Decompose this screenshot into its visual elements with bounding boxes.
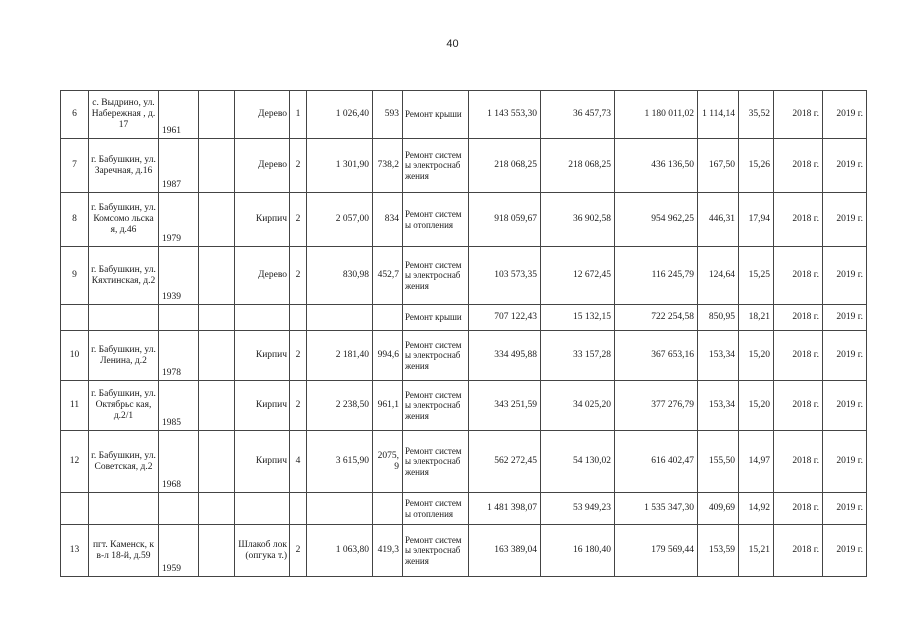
wall-material-cell — [235, 493, 290, 525]
total-cost-cell: 722 254,58 — [615, 305, 698, 331]
living-area-cell: 738,2 — [373, 139, 403, 193]
floors-cell — [290, 305, 307, 331]
end-year-cell: 2019 г. — [823, 139, 867, 193]
row-number: 10 — [61, 331, 89, 381]
total-area-cell: 1 063,80 — [307, 525, 373, 577]
row-number: 9 — [61, 247, 89, 305]
blank-cell — [199, 381, 235, 431]
repair-program-table — [60, 90, 867, 577]
wall-material-cell: Шлакоб лок (опгука т.) — [235, 525, 290, 577]
work-type-cell: Ремонт системы электроснаб жения — [403, 431, 469, 493]
address-cell: г. Бабушкин, ул. Ленина, д.2 — [89, 331, 159, 381]
total-cost-cell: 616 402,47 — [615, 431, 698, 493]
blank-cell — [199, 305, 235, 331]
living-area-cell: 593 — [373, 91, 403, 139]
work-type-cell: Ремонт системы электроснаб жения — [403, 139, 469, 193]
end-year-cell: 2019 г. — [823, 525, 867, 577]
unit-cost-cell: 124,64 — [698, 247, 739, 305]
row-number: 8 — [61, 193, 89, 247]
blank-cell — [199, 331, 235, 381]
address-cell: г. Бабушкин, ул.Октябрьс кая, д.2/1 — [89, 381, 159, 431]
cost-owners-cell: 218 068,25 — [541, 139, 615, 193]
end-year-cell: 2019 г. — [823, 247, 867, 305]
year-built-cell: 1968 — [159, 431, 199, 493]
table-row — [61, 381, 867, 431]
total-cost-cell: 367 653,16 — [615, 331, 698, 381]
blank-cell — [199, 247, 235, 305]
floors-cell: 1 — [290, 91, 307, 139]
living-area-cell: 419,3 — [373, 525, 403, 577]
start-year-cell: 2018 г. — [774, 331, 823, 381]
cost-fund-cell: 707 122,43 — [469, 305, 541, 331]
cost-owners-cell: 34 025,20 — [541, 381, 615, 431]
address-cell: г. Бабушкин, ул. Заречная, д.16 — [89, 139, 159, 193]
unit-cost-cell: 153,34 — [698, 331, 739, 381]
end-year-cell: 2019 г. — [823, 381, 867, 431]
total-area-cell: 2 238,50 — [307, 381, 373, 431]
address-cell: с. Выдрино, ул. Набережная , д.17 — [89, 91, 159, 139]
address-cell: г. Бабушкин, ул. Кяхтинская, д.2 — [89, 247, 159, 305]
living-area-cell: 961,1 — [373, 381, 403, 431]
floors-cell: 2 — [290, 247, 307, 305]
total-cost-cell: 179 569,44 — [615, 525, 698, 577]
work-type-cell: Ремонт системы электроснаб жения — [403, 381, 469, 431]
unit-cost-limit-cell: 15,20 — [739, 381, 774, 431]
cost-fund-cell: 562 272,45 — [469, 431, 541, 493]
row-number: 7 — [61, 139, 89, 193]
floors-cell — [290, 493, 307, 525]
start-year-cell: 2018 г. — [774, 525, 823, 577]
wall-material-cell — [235, 305, 290, 331]
table-row — [61, 247, 867, 305]
cost-owners-cell: 54 130,02 — [541, 431, 615, 493]
cost-fund-cell: 1 481 398,07 — [469, 493, 541, 525]
work-type-cell: Ремонт системы отопления — [403, 193, 469, 247]
wall-material-cell: Кирпич — [235, 331, 290, 381]
cost-fund-cell: 103 573,35 — [469, 247, 541, 305]
row-number — [61, 493, 89, 525]
cost-owners-cell: 16 180,40 — [541, 525, 615, 577]
start-year-cell: 2018 г. — [774, 91, 823, 139]
work-type-cell: Ремонт крыши — [403, 91, 469, 139]
unit-cost-limit-cell: 18,21 — [739, 305, 774, 331]
unit-cost-cell: 409,69 — [698, 493, 739, 525]
unit-cost-limit-cell: 14,92 — [739, 493, 774, 525]
wall-material-cell: Кирпич — [235, 431, 290, 493]
year-built-cell: 1985 — [159, 381, 199, 431]
living-area-cell — [373, 493, 403, 525]
floors-cell: 2 — [290, 139, 307, 193]
cost-owners-cell: 12 672,45 — [541, 247, 615, 305]
unit-cost-cell: 167,50 — [698, 139, 739, 193]
row-number: 11 — [61, 381, 89, 431]
total-cost-cell: 116 245,79 — [615, 247, 698, 305]
end-year-cell: 2019 г. — [823, 493, 867, 525]
living-area-cell: 452,7 — [373, 247, 403, 305]
work-type-cell: Ремонт системы электроснаб жения — [403, 525, 469, 577]
start-year-cell: 2018 г. — [774, 139, 823, 193]
blank-cell — [199, 493, 235, 525]
floors-cell: 2 — [290, 525, 307, 577]
table-row — [61, 525, 867, 577]
total-cost-cell: 954 962,25 — [615, 193, 698, 247]
floors-cell: 4 — [290, 431, 307, 493]
blank-cell — [199, 525, 235, 577]
cost-owners-cell: 36 457,73 — [541, 91, 615, 139]
blank-cell — [199, 431, 235, 493]
start-year-cell: 2018 г. — [774, 431, 823, 493]
total-area-cell — [307, 493, 373, 525]
floors-cell: 2 — [290, 381, 307, 431]
cost-owners-cell: 53 949,23 — [541, 493, 615, 525]
cost-owners-cell: 33 157,28 — [541, 331, 615, 381]
year-built-cell: 1959 — [159, 525, 199, 577]
blank-cell — [199, 91, 235, 139]
address-cell: пгт. Каменск, кв-л 18-й, д.59 — [89, 525, 159, 577]
year-built-cell: 1978 — [159, 331, 199, 381]
unit-cost-limit-cell: 15,25 — [739, 247, 774, 305]
cost-owners-cell: 15 132,15 — [541, 305, 615, 331]
cost-owners-cell: 36 902,58 — [541, 193, 615, 247]
cost-fund-cell: 343 251,59 — [469, 381, 541, 431]
table-row — [61, 493, 867, 525]
floors-cell: 2 — [290, 193, 307, 247]
table-row — [61, 139, 867, 193]
start-year-cell: 2018 г. — [774, 305, 823, 331]
living-area-cell: 834 — [373, 193, 403, 247]
unit-cost-limit-cell: 35,52 — [739, 91, 774, 139]
year-built-cell: 1979 — [159, 193, 199, 247]
living-area-cell — [373, 305, 403, 331]
work-type-cell: Ремонт системы электроснаб жения — [403, 247, 469, 305]
cost-fund-cell: 918 059,67 — [469, 193, 541, 247]
unit-cost-limit-cell: 15,26 — [739, 139, 774, 193]
unit-cost-limit-cell: 14,97 — [739, 431, 774, 493]
total-area-cell: 2 181,40 — [307, 331, 373, 381]
start-year-cell: 2018 г. — [774, 247, 823, 305]
address-cell — [89, 493, 159, 525]
row-number: 13 — [61, 525, 89, 577]
row-number: 6 — [61, 91, 89, 139]
unit-cost-limit-cell: 17,94 — [739, 193, 774, 247]
unit-cost-limit-cell: 15,20 — [739, 331, 774, 381]
wall-material-cell: Дерево — [235, 91, 290, 139]
start-year-cell: 2018 г. — [774, 381, 823, 431]
table-row — [61, 331, 867, 381]
unit-cost-cell: 155,50 — [698, 431, 739, 493]
unit-cost-cell: 446,31 — [698, 193, 739, 247]
page-number: 40 — [446, 38, 459, 50]
unit-cost-limit-cell: 15,21 — [739, 525, 774, 577]
total-cost-cell: 1 180 011,02 — [615, 91, 698, 139]
end-year-cell: 2019 г. — [823, 193, 867, 247]
work-type-cell: Ремонт крыши — [403, 305, 469, 331]
table-row — [61, 431, 867, 493]
cost-fund-cell: 1 143 553,30 — [469, 91, 541, 139]
end-year-cell: 2019 г. — [823, 305, 867, 331]
start-year-cell: 2018 г. — [774, 493, 823, 525]
wall-material-cell: Дерево — [235, 139, 290, 193]
wall-material-cell: Кирпич — [235, 381, 290, 431]
address-cell: г. Бабушкин, ул.Комсомо льская, д.46 — [89, 193, 159, 247]
total-area-cell: 2 057,00 — [307, 193, 373, 247]
total-cost-cell: 377 276,79 — [615, 381, 698, 431]
unit-cost-cell: 850,95 — [698, 305, 739, 331]
end-year-cell: 2019 г. — [823, 91, 867, 139]
wall-material-cell: Кирпич — [235, 193, 290, 247]
wall-material-cell: Дерево — [235, 247, 290, 305]
end-year-cell: 2019 г. — [823, 431, 867, 493]
table-row — [61, 305, 867, 331]
cost-fund-cell: 334 495,88 — [469, 331, 541, 381]
unit-cost-cell: 1 114,14 — [698, 91, 739, 139]
total-area-cell: 1 301,90 — [307, 139, 373, 193]
year-built-cell — [159, 305, 199, 331]
blank-cell — [199, 193, 235, 247]
blank-cell — [199, 139, 235, 193]
total-area-cell: 830,98 — [307, 247, 373, 305]
start-year-cell: 2018 г. — [774, 193, 823, 247]
end-year-cell: 2019 г. — [823, 331, 867, 381]
year-built-cell: 1939 — [159, 247, 199, 305]
address-cell: г. Бабушкин, ул. Советская, д.2 — [89, 431, 159, 493]
address-cell — [89, 305, 159, 331]
cost-fund-cell: 218 068,25 — [469, 139, 541, 193]
work-type-cell: Ремонт системы электроснаб жения — [403, 331, 469, 381]
total-area-cell: 1 026,40 — [307, 91, 373, 139]
row-number: 12 — [61, 431, 89, 493]
table-row — [61, 91, 867, 139]
table-row — [61, 193, 867, 247]
living-area-cell: 2075,9 — [373, 431, 403, 493]
year-built-cell: 1987 — [159, 139, 199, 193]
unit-cost-cell: 153,34 — [698, 381, 739, 431]
year-built-cell — [159, 493, 199, 525]
floors-cell: 2 — [290, 331, 307, 381]
total-area-cell: 3 615,90 — [307, 431, 373, 493]
row-number — [61, 305, 89, 331]
cost-fund-cell: 163 389,04 — [469, 525, 541, 577]
unit-cost-cell: 153,59 — [698, 525, 739, 577]
total-cost-cell: 1 535 347,30 — [615, 493, 698, 525]
year-built-cell: 1961 — [159, 91, 199, 139]
total-cost-cell: 436 136,50 — [615, 139, 698, 193]
total-area-cell — [307, 305, 373, 331]
work-type-cell: Ремонт системы отопления — [403, 493, 469, 525]
living-area-cell: 994,6 — [373, 331, 403, 381]
